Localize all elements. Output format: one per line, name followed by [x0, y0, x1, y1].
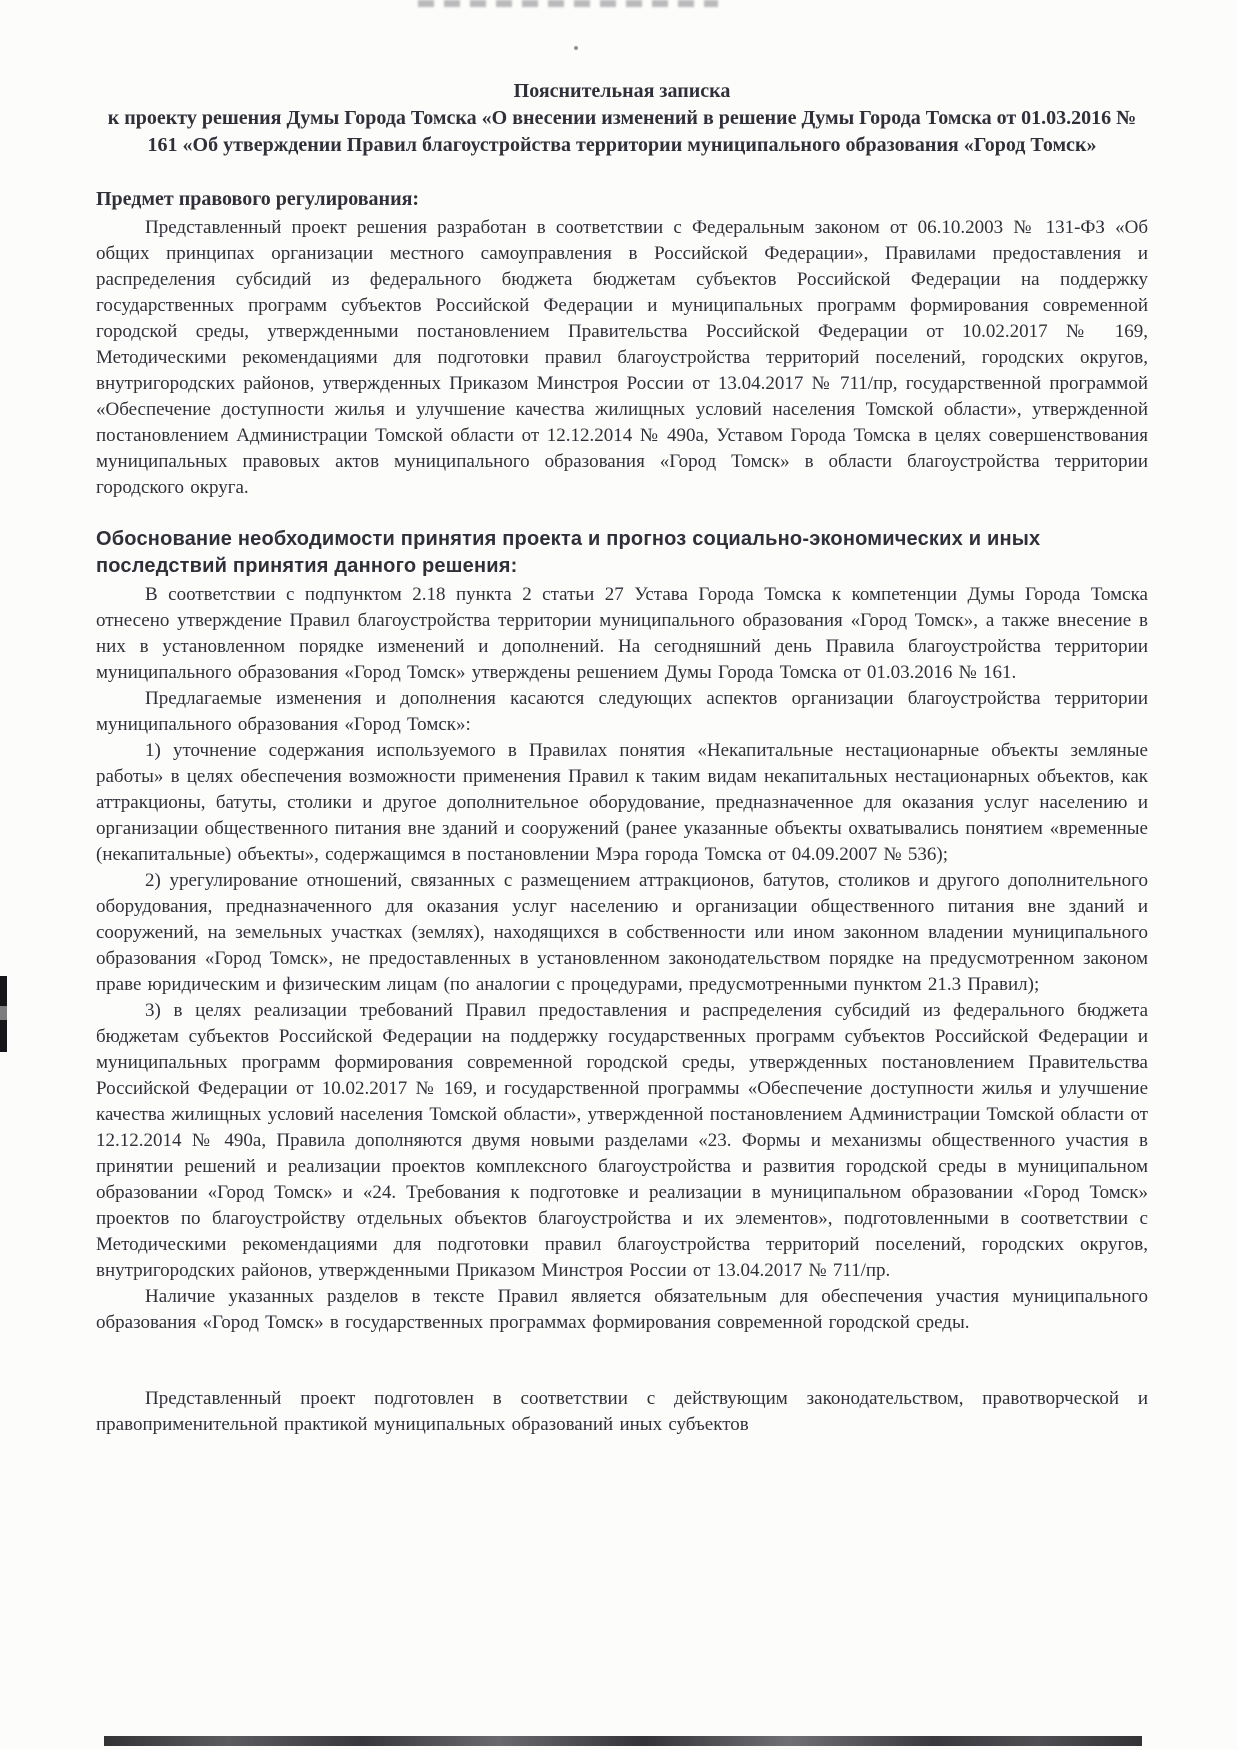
paragraph-sections-mandatory: Наличие указанных разделов в тексте Правил является обязательным для обеспечения участия муниципального образования «Город Томск» в государственных программах формирования современной городской среды. — [96, 1286, 1148, 1333]
scan-artifact-left-edge — [0, 976, 7, 1052]
paragraph-item-1: 1) уточнение содержания используемого в Правилах понятия «Некапитальные нестационарные объекты земляные работы» в целях обеспечения возможности применения Правил к таким видам некапитальных нестационарных объектов, как аттракционы, батуты, столики и другое дополнительное оборудование, предназначенное для оказания услуг населению и организации общественного питания вне зданий и сооружений (ранее указанные объекты охватывались понятием «временные (некапитальные) объекты», содержащимся в постановлении Мэра города Томска от 04.09.2007 № 536); — [96, 740, 1148, 865]
paragraph-legal-basis: Представленный проект решения разработан в соответствии с Федеральным законом от 06.10.2003 № 131-ФЗ «Об общих принципах организации местного самоуправления в Российской Федерации», Правилами предоставления и распределения субсидий из федерального бюджета бюджетам субъектов Российской Федерации на поддержку государственных программ субъектов Российской Федерации и муниципальных программ формирования современной городской среды, утвержденными постановлением Правительства Российской Федерации от 10.02.2017 № 169, Методическими рекомендациями для подготовки правил благоустройства территорий поселений, городских округов, внутригородских районов, утвержденных Приказом Минстроя России от 13.04.2017 № 711/пр, государственной программой «Обеспечение доступности жилья и улучшение качества жилищных условий населения Томской области», утвержденной постановлением Администрации Томской области от 12.12.2014 № 490а, Уставом Города Томска в целях совершенствования муниципальных правовых актов муниципального образования «Город Томск» в области благоустройства территории городского округа. — [96, 217, 1148, 498]
paragraph-item-3: 3) в целях реализации требований Правил предоставления и распределения субсидий из федерального бюджета бюджетам субъектов Российской Федерации на поддержку государственных программ субъектов Российской Федерации и муниципальных программ формирования современной городской среды, утвержденных постановлением Правительства Российской Федерации от 10.02.2017 № 169, и государственной программы «Обеспечение доступности жилья и улучшение качества жилищных условий населения Томской области», утвержденной постановлением Администрации Томской области от 12.12.2014 № 490а, Правила дополняются двумя новыми разделами «23. Формы и механизмы общественного участия в принятии решений и реализации проектов комплексного благоустройства и развития городской среды в муниципальном образовании «Город Томск» и «24. Требования к подготовке и реализации в муниципальном образовании «Город Томск» проектов по благоустройству отдельных объектов благоустройства и их элементов», подготовленными в соответствии с Методическими рекомендациями для подготовки правил благоустройства территорий поселений, городских округов, внутригородских районов, утвержденными Приказом Минстроя России от 13.04.2017 № 711/пр. — [96, 1000, 1148, 1281]
scan-artifact-bottom-strip — [104, 1736, 1142, 1746]
paragraph-closing: Представленный проект подготовлен в соответствии с действующим законодательством, правотворческой и правоприменительной практикой муниципальных образований иных субъектов — [96, 1388, 1148, 1435]
document-title: Пояснительная записка — [513, 80, 731, 102]
paragraph-charter-competence: В соответствии с подпунктом 2.18 пункта 2 статьи 27 Устава Города Томска к компетенции Думы Города Томска отнесено утверждение Правил благоустройства территории муниципального образования «Город Томск», а также внесение в них в установленном порядке изменений и дополнений. На сегодняшний день Правила благоустройства территории муниципального образования «Город Томск» утверждены решением Думы Города Томска от 01.03.2016 № 161. — [96, 584, 1148, 683]
scan-artifact-dot — [574, 46, 578, 50]
paragraph-item-2: 2) урегулирование отношений, связанных с размещением аттракционов, батутов, столиков и другого дополнительного оборудования, предназначенного для оказания услуг населению и организации общественного питания вне зданий и сооружений, на земельных участках (землях), находящихся в собственности или ином законном владении муниципального образования «Город Томск», не предоставленных в установленном законодательством порядке на предусмотренном законом праве юридическим и физическим лицам (по аналогии с процедурами, предусмотренными пунктом 21.3 Правил); — [96, 870, 1148, 995]
scan-artifact-top — [418, 0, 718, 7]
paragraph-changes-intro: Предлагаемые изменения и дополнения касаются следующих аспектов организации благоустройства территории муниципального образования «Город Томск»: — [96, 688, 1148, 735]
document-body — [96, 78, 1148, 1438]
document-subtitle: к проекту решения Думы Города Томска «О внесении изменений в решение Думы Города Томска от 01.03.2016 № 161 «Об утверждении Правил благоустройства территории муниципального образования «Город Томск» — [107, 107, 1137, 156]
section-heading-subject: Предмет правового регулирования: — [96, 188, 420, 210]
section-heading-justification: Обоснование необходимости принятия проекта и прогноз социально-экономических и иных последствий принятия данного решения: — [96, 528, 1041, 577]
